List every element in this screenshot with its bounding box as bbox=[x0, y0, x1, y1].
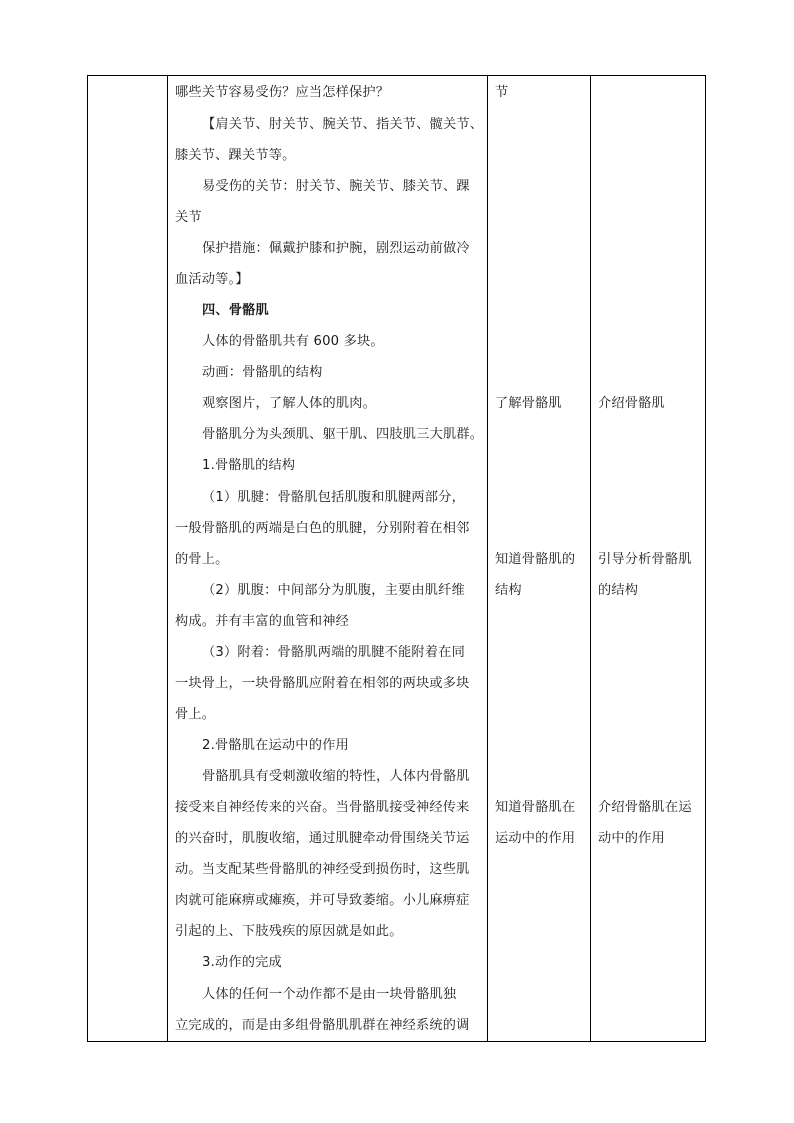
content-line: 1.骨骼肌的结构 bbox=[202, 458, 296, 473]
content-line: 关节 bbox=[175, 210, 202, 225]
content-line: 血活动等。】 bbox=[175, 272, 249, 287]
student-line: 知道骨骼肌在 bbox=[495, 800, 576, 815]
content-line: 一般骨骼肌的两端是白色的肌腱，分别附着在相邻 bbox=[175, 521, 470, 536]
content-line: 保护措施：佩戴护膝和护腕，剧烈运动前做冷 bbox=[202, 241, 470, 256]
content-line: 引起的上、下肢残疾的原因就是如此。 bbox=[175, 924, 403, 939]
content-line: 2.骨骼肌在运动中的作用 bbox=[202, 738, 349, 753]
student-line: 运动中的作用 bbox=[495, 831, 576, 846]
teacher-line: 介绍骨骼肌在运 bbox=[598, 800, 692, 815]
content-line: 骨骼肌具有受刺激收缩的特性，人体内骨骼肌 bbox=[202, 769, 470, 784]
student-line: 了解骨骼肌 bbox=[495, 396, 562, 411]
content-line: 的兴奋时，肌腹收缩，通过肌腱牵动骨围绕关节运 bbox=[175, 831, 470, 846]
content-line: 观察图片，了解人体的肌肉。 bbox=[202, 396, 377, 411]
student-line: 结构 bbox=[495, 583, 522, 598]
student-line: 节 bbox=[495, 85, 509, 100]
teacher-line: 的结构 bbox=[598, 583, 639, 598]
content-line: 哪些关节容易受伤？应当怎样保护？ bbox=[175, 85, 390, 100]
teacher-line: 介绍骨骼肌 bbox=[598, 396, 665, 411]
content-line: 立完成的，而是由多组骨骼肌肌群在神经系统的调 bbox=[175, 1018, 470, 1033]
content-line: （1）肌腱：骨骼肌包括肌腹和肌腱两部分， bbox=[202, 490, 465, 505]
content-line: 接受来自神经传来的兴奋。当骨骼肌接受神经传来 bbox=[175, 800, 470, 815]
content-line: （3）附着：骨骼肌两端的肌腱不能附着在同 bbox=[202, 645, 465, 660]
content-line: 膝关节、踝关节等。 bbox=[175, 148, 296, 163]
student-activity-column bbox=[488, 76, 591, 1041]
content-line: 3.动作的完成 bbox=[202, 955, 282, 970]
content-line: （2）肌腹：中间部分为肌腹，主要由肌纤维 bbox=[202, 583, 465, 598]
content-line: 肉就可能麻痹或瘫痪，并可导致萎缩。小儿麻痹症 bbox=[175, 893, 470, 908]
content-line: 动画：骨骼肌的结构 bbox=[202, 365, 323, 380]
student-line: 知道骨骼肌的 bbox=[495, 552, 576, 567]
content-line: 动。当支配某些骨骼肌的神经受到损伤时，这些肌 bbox=[175, 862, 470, 877]
teacher-line: 动中的作用 bbox=[598, 831, 665, 846]
content-line: 【肩关节、肘关节、腕关节、指关节、髋关节、 bbox=[202, 117, 484, 132]
section-heading: 四、骨骼肌 bbox=[202, 303, 269, 318]
content-line: 人体的任何一个动作都不是由一块骨骼肌独 bbox=[202, 987, 457, 1002]
teaching-content-column bbox=[168, 76, 488, 1041]
content-line: 的骨上。 bbox=[175, 552, 229, 567]
content-line: 易受伤的关节：肘关节、腕关节、膝关节、踝 bbox=[202, 179, 470, 194]
content-line: 构成。并有丰富的血管和神经 bbox=[175, 614, 350, 629]
content-line: 骨上。 bbox=[175, 707, 216, 722]
content-line: 一块骨上，一块骨骼肌应附着在相邻的两块或多块 bbox=[175, 676, 470, 691]
content-line: 人体的骨骼肌共有 600 多块。 bbox=[202, 334, 384, 349]
teacher-activity-column bbox=[591, 76, 705, 1041]
teacher-line: 引导分析骨骼肌 bbox=[598, 552, 692, 567]
lesson-table bbox=[87, 75, 706, 1042]
content-line: 骨骼肌分为头颈肌、躯干肌、四肢肌三大肌群。 bbox=[202, 427, 484, 442]
